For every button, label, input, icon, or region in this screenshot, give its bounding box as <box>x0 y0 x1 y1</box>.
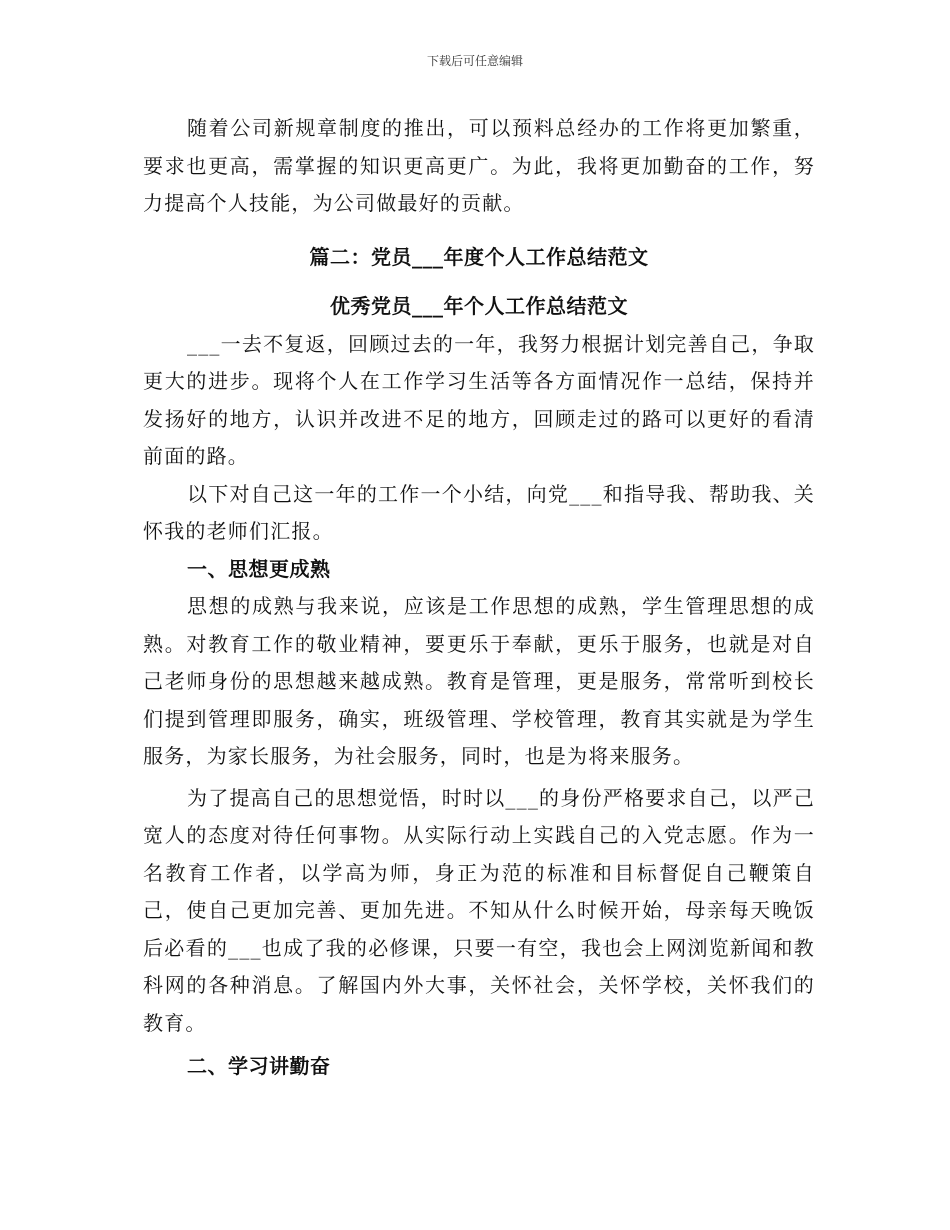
body-paragraph: 以下对自己这一年的工作一个小结，向党___和指导我、帮助我、关怀我的老师们汇报。 <box>143 481 815 543</box>
part-two-title: 篇二：党员___年度个人工作总结范文 <box>309 244 649 269</box>
intro-paragraph: 随着公司新规章制度的推出，可以预料总经办的工作将更加繁重，要求也更高，需掌握的知识更高更广。为此，我将更加勤奋的工作，努力提高个人技能，为公司做最好的贡献。 <box>143 116 815 215</box>
page-header-note: 下载后可任意编辑 <box>426 54 523 68</box>
body-paragraph: 思想的成熟与我来说，应该是工作思想的成熟，学生管理思想的成熟。对教育工作的敬业精神，要更乐于奉献，更乐于服务，也就是对自己老师身份的思想越来越成熟。教育是管理，更是服务，常常听到校长们提到管理即服务，确实，班级管理、学校管理，教育其实就是为学生服务，为家长服务，为社会服务，同时，也是为将来服务。 <box>143 594 815 768</box>
section-heading: 二、学习讲勤奋 <box>187 1054 331 1078</box>
document-body <box>143 110 815 1086</box>
section-heading: 一、思想更成熟 <box>187 556 331 581</box>
part-two-subtitle: 优秀党员___年个人工作总结范文 <box>330 294 628 318</box>
body-paragraph: 为了提高自己的思想觉悟，时时以___的身份严格要求自己，以严己宽人的态度对待任何事物。从实际行动上实践自己的入党志愿。作为一名教育工作者，以学高为师，身正为范的标准和目标督促自己鞭策自己，使自己更加完善、更加先进。不知从什么时候开始，母亲每天晚饭后必看的___也成了我的必修课，只要一有空，我也会上网浏览新闻和教科网的各种消息。了解国内外大事，关怀社会，关怀学校，关怀我们的教育。 <box>143 785 815 1035</box>
body-paragraph: ___一去不复返，回顾过去的一年，我努力根据计划完善自己，争取更大的进步。现将个人在工作学习生活等各方面情况作一总结，保持并发扬好的地方，认识并改进不足的地方，回顾走过的路可以更好的看清前面的路。 <box>143 331 815 468</box>
